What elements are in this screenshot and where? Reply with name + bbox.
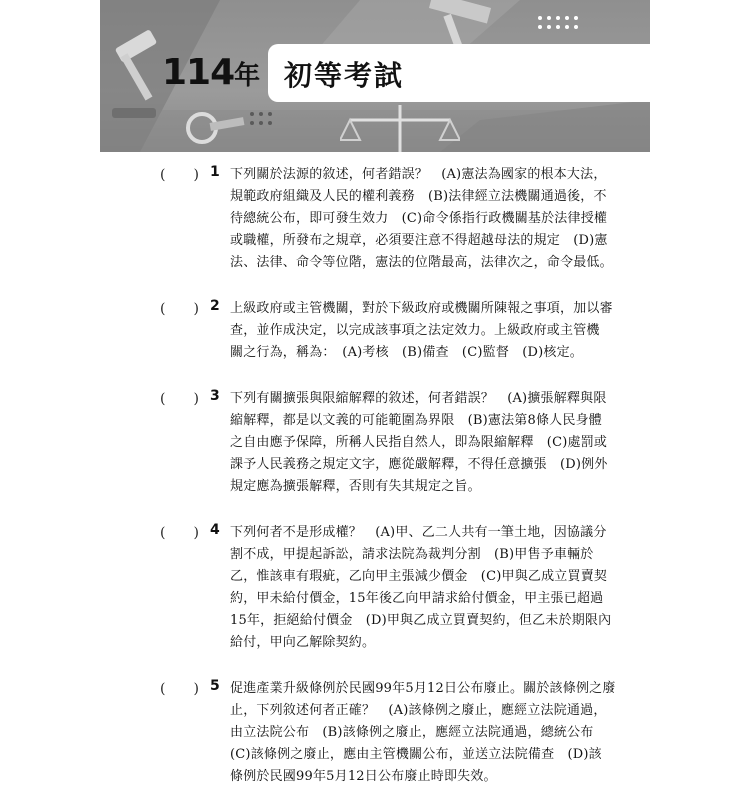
question-line: 法、法律、命令等位階，憲法的位階最高，法律次之，命令最低。 — [230, 255, 613, 270]
decorative-dots-icon — [538, 16, 578, 29]
question-line: 之自由應予保障，所稱人民指自然人，即為限縮解釋 (C)處罰或 — [230, 435, 608, 450]
question-text — [230, 522, 612, 654]
chapter-banner — [100, 0, 650, 152]
question-item — [0, 522, 750, 654]
question-line: 規範政府組織及人民的權利義務 (B)法律經立法機關通過後，不 — [230, 189, 607, 204]
question-item — [0, 298, 750, 364]
question-line: 止，下列敘述何者正確？ (A)該條例之廢止，應經立法院通過， — [230, 703, 607, 718]
question-item — [0, 164, 750, 274]
answer-blank: ( ) — [160, 681, 199, 697]
question-number: 2 — [210, 298, 220, 314]
question-text — [230, 388, 608, 498]
answer-blank: ( ) — [160, 167, 199, 183]
decorative-dots-icon — [250, 112, 272, 125]
question-item — [0, 678, 750, 788]
gavel-icon — [108, 30, 168, 120]
question-line: 規定應為擴張解釋，否則有失其規定之旨。 — [230, 479, 481, 494]
question-line: 上級政府或主管機關，對於下級政府或機關所陳報之事項，加以審 — [230, 301, 613, 316]
question-line: 由立法院公布 (B)該條例之廢止，應經立法院通過，總統公布 — [230, 725, 594, 740]
pen-icon — [180, 102, 250, 152]
question-line: 15年，拒絕給付價金 (D)甲與乙成立買賣契約，但乙未於期限內 — [230, 613, 612, 628]
question-line: 縮解釋，都是以文義的可能範圍為界限 (B)憲法第8條人民身體 — [230, 413, 602, 428]
question-line: 下列關於法源的敘述，何者錯誤？ (A)憲法為國家的根本大法， — [230, 167, 607, 182]
question-number: 3 — [210, 388, 220, 404]
question-item — [0, 388, 750, 498]
question-text — [230, 164, 613, 274]
page-title: 初等考試 — [284, 59, 405, 92]
question-line: 條例於民國99年5月12日公布廢止時即失效。 — [230, 769, 497, 784]
year-number: 114 — [162, 52, 235, 93]
question-line: 乙，惟該車有瑕疵，乙向甲主張減少價金 (C)甲與乙成立買賣契 — [230, 569, 608, 584]
question-line: 或職權，所發布之規章，必須要注意不得超越母法的規定 (D)憲 — [230, 233, 608, 248]
question-line: 割不成，甲提起訴訟，請求法院為裁判分割 (B)甲售予車輛於 — [230, 547, 594, 562]
question-line: 下列何者不是形成權？ (A)甲、乙二人共有一筆土地，因協議分 — [230, 525, 607, 540]
answer-blank: ( ) — [160, 391, 199, 407]
answer-blank: ( ) — [160, 525, 199, 541]
question-line: 關之行為，稱為： (A)考核 (B)備查 (C)監督 (D)核定。 — [230, 345, 583, 360]
answer-blank: ( ) — [160, 301, 199, 317]
question-line: 課予人民義務之規定文字，應從嚴解釋，不得任意擴張 (D)例外 — [230, 457, 608, 472]
question-text — [230, 298, 613, 364]
scales-of-justice-icon — [340, 100, 460, 152]
question-line: 待總統公布，即可發生效力 (C)命令係指行政機關基於法律授權 — [230, 211, 608, 226]
year-unit: 年 — [234, 61, 260, 91]
question-number: 1 — [210, 164, 220, 180]
question-line: 給付，甲向乙解除契約。 — [230, 635, 376, 650]
question-line: 促進產業升級條例於民國99年5月12日公布廢止。關於該條例之廢 — [230, 681, 616, 696]
question-line: 約，甲未給付價金，15年後乙向甲請求給付價金，甲主張已超過 — [230, 591, 604, 606]
question-number: 5 — [210, 678, 220, 694]
question-text — [230, 678, 616, 788]
question-number: 4 — [210, 522, 220, 538]
question-list — [0, 164, 750, 812]
exam-year — [162, 52, 259, 93]
title-box — [268, 44, 650, 102]
question-line: 查，並作成決定，以完成該事項之法定效力。上級政府或主管機 — [230, 323, 600, 338]
question-line: 下列有關擴張與限縮解釋的敘述，何者錯誤？ (A)擴張解釋與限 — [230, 391, 607, 406]
question-line: (C)該條例之廢止，應由主管機關公布，並送立法院備查 (D)該 — [230, 747, 602, 762]
